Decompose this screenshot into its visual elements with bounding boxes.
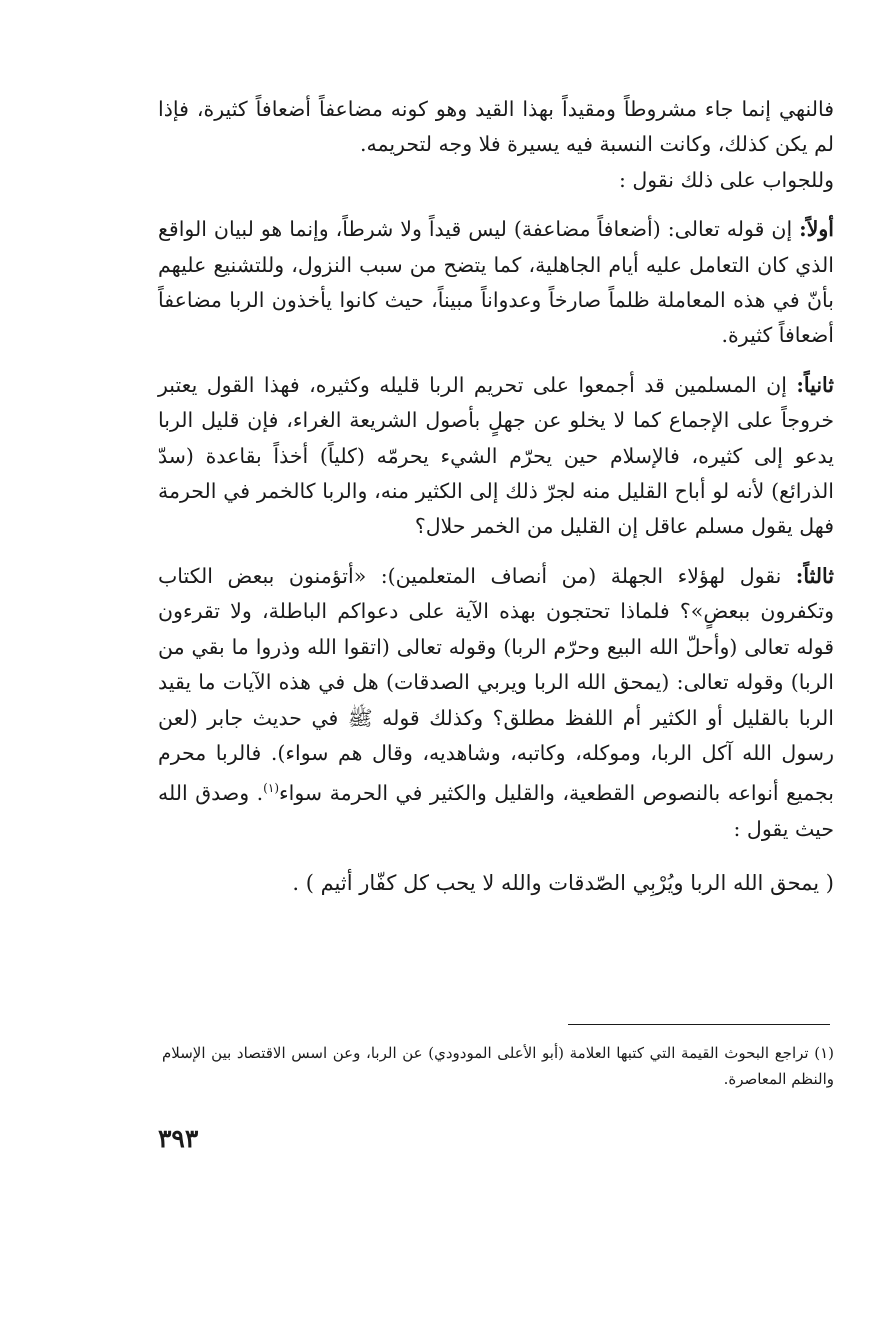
paragraph-intro (158, 92, 834, 163)
paragraph-text: وللجواب على ذلك نقول : (618, 167, 834, 192)
paragraph-lead: ثالثاً: (795, 563, 834, 588)
paragraph-first-point (158, 212, 834, 354)
paragraph-answer-intro (158, 163, 834, 198)
paragraph-text-tail: . وصدق الله حيث يقول : (158, 781, 834, 841)
page-body (158, 92, 834, 901)
paragraph-text: إن المسلمين قد أجمعوا على تحريم الربا قليله وكثيره، فهذا القول يعتبر خروجاً على الإجماع كما لا يخلو عن جهلٍ بأصول الشريعة الغراء، فإن قليل الربا يدعو إلى كثيره، فالإسلام حين يحرّم الشيء يحرمّه (كلياً) أخذاً بقاعدة (سدّ الذرائع) لأنه لو أباح القليل منه لجرّ ذلك إلى الكثير منه، والربا كالخمر في الحرمة فهل يقول مسلم عاقل إن القليل من الخمر حلال؟ (158, 372, 834, 539)
quranic-verse: ( يمحق الله الربا ويُرْبِي الصّدقات والله لا يحب كل كفّار أثيم ) . (292, 870, 834, 895)
footnote-reference[interactable]: (١) (263, 781, 279, 796)
page-number: ٣٩٣ (158, 1124, 199, 1153)
footnote-divider (568, 1024, 830, 1025)
paragraph-lead: أولاً: (799, 217, 834, 242)
paragraph-lead: ثانياً: (796, 372, 834, 397)
paragraph-text: نقول لهؤلاء الجهلة (من أنصاف المتعلمين): «أتؤمنون ببعض الكتاب وتكفرون ببعضٍ»؟ فلماذا تحتجون بهذه الآية على دعواكم الباطلة، ولا تقرءون قوله تعالى (وأحلّ الله البيع وحرّم الربا) وقوله تعالى (اتقوا الله وذروا ما بقي من الربا) وقوله تعالى: (يمحق الله الربا ويربي الصدقات) هل في هذه الآيات ما يقيد الربا بالقليل أو الكثير أم اللفظ مطلق؟ وكذلك قوله ﷺ في حديث جابر (لعن رسول الله آكل الربا، وموكله، وكاتبه، وشاهديه، وقال هم سواء). فالربا محرم بجميع أنواعه بالنصوص القطعية، والقليل والكثير في الحرمة سواء (158, 563, 834, 806)
paragraph-text: فالنهي إنما جاء مشروطاً ومقيداً بهذا القيد وهو كونه مضاعفاً أضعافاً كثيرة، فإذا لم يكن كذلك، وكانت النسبة فيه يسيرة فلا وجه لتحريمه. (158, 97, 834, 157)
paragraph-third-point (158, 559, 834, 847)
footnote: (١) تراجع البحوث القيمة التي كتبها العلامة (أبو الأعلى المودودي) عن الربا، وعن اسس الاقتصاد بين الإسلام والنظم المعاصرة. (162, 1044, 834, 1088)
paragraph-second-point (158, 368, 834, 545)
paragraph-text: إن قوله تعالى: (أضعافاً مضاعفة) ليس قيداً ولا شرطاً، وإنما هو لبيان الواقع الذي كان التعامل عليه أيام الجاهلية، كما يتضح من سبب النزول، وللتشنيع عليهم بأنّ في هذه المعاملة ظلماً صارخاً وعدواناً مبيناً، حيث كانوا يأخذون الربا مضاعفاً أضعافاً كثيرة. (158, 217, 834, 348)
